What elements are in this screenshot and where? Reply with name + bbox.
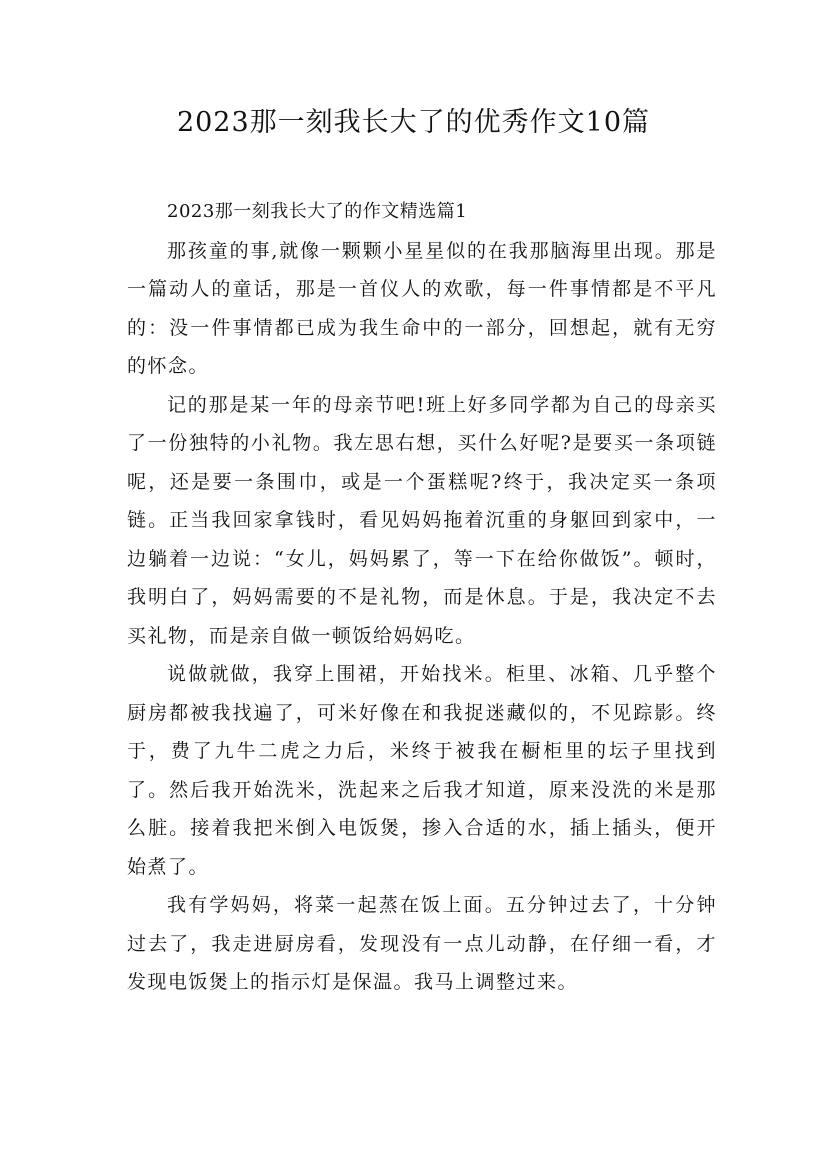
document-body — [127, 193, 717, 1002]
document-title: 2023那一刻我长大了的优秀作文10篇 — [176, 107, 651, 138]
paragraph: 说做就做，我穿上围裙，开始找米。柜里、冰箱、几乎整个厨房都被我找遍了，可米好像在和我捉迷藏似的，不见踪影。终于，费了九牛二虎之力后，米终于被我在橱柜里的坛子里找到了。然后我开始洗米，洗起来之后我才知道，原来没洗的米是那么脏。接着我把米倒入电饭煲，掺入合适的水，插上插头，便开始煮了。 — [127, 663, 717, 878]
paragraph: 那孩童的事,就像一颗颗小星星似的在我那脑海里出现。那是一篇动人的童话，那是一首仪人的欢歌，每一件事情都是不平凡的：没一件事情都已成为我生命中的一部分，回想起，就有无穷的怀念。 — [127, 239, 717, 377]
section-heading: 2023那一刻我长大了的作文精选篇1 — [167, 201, 468, 222]
paragraph: 记的那是某一年的母亲节吧!班上好多同学都为自己的母亲买了一份独特的小礼物。我左思右想，买什么好呢?是要买一条项链呢，还是要一条围巾，或是一个蛋糕呢?终于，我决定买一条项链。正当我回家拿钱时，看见妈妈拖着沉重的身躯回到家中，一边躺着一边说：“女儿，妈妈累了，等一下在给你做饭”。顿时，我明白了，妈妈需要的不是礼物，而是休息。于是，我决定不去买礼物，而是亲自做一顿饭给妈妈吃。 — [127, 393, 717, 647]
paragraph: 我有学妈妈，将菜一起蒸在饭上面。五分钟过去了，十分钟过去了，我走进厨房看，发现没有一点儿动静，在仔细一看，才发现电饭煲上的指示灯是保温。我马上调整过来。 — [127, 894, 717, 993]
